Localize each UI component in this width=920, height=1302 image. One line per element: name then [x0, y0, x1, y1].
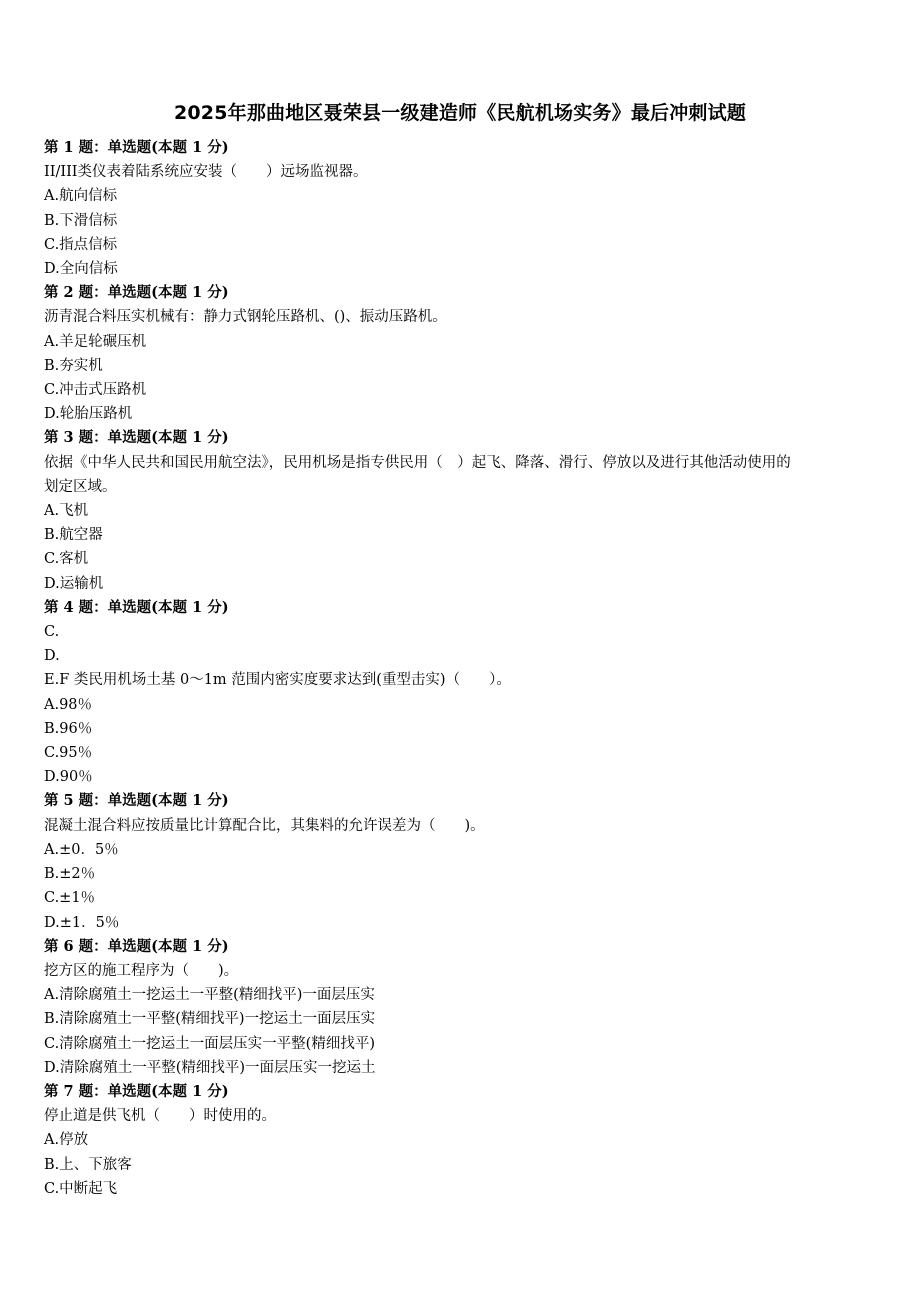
- answer-option: B.±2％: [44, 866, 96, 883]
- question-header: 第 2 题：单选题(本题 1 分): [44, 284, 229, 302]
- question-stem: 挖方区的施工程序为（ )。: [44, 962, 239, 979]
- question-block: [44, 426, 884, 595]
- question-stem: 依据《中华人民共和国民用航空法》，民用机场是指专供民用（ ）起飞、降落、滑行、停放以及进行其他活动使用的: [44, 454, 791, 471]
- answer-option: B.夯实机: [44, 357, 103, 374]
- answer-option: A.航向信标: [44, 188, 118, 205]
- answer-option: B.下滑信标: [44, 212, 118, 229]
- question-header: 第 3 题：单选题(本题 1 分): [44, 429, 229, 447]
- answer-option: A.清除腐殖土一挖运土一平整(精细找平)一面层压实: [44, 987, 375, 1004]
- answer-option: D.运输机: [44, 575, 104, 592]
- document-title: 2025年那曲地区聂荣县一级建造师《民航机场实务》最后冲刺试题: [173, 102, 747, 124]
- question-stem: 沥青混合料压实机械有：静力式钢轮压路机、()、振动压路机。: [44, 309, 447, 326]
- question-block: [44, 281, 884, 426]
- answer-option: A.98％: [44, 696, 93, 713]
- question-stem: II/III类仪表着陆系统应安装（ ）远场监视器。: [44, 164, 368, 181]
- answer-option: D.全向信标: [44, 261, 118, 278]
- question-block: [44, 136, 884, 281]
- question-block: [44, 1080, 884, 1201]
- answer-option: B.航空器: [44, 527, 103, 544]
- question-list: [44, 136, 884, 1201]
- answer-option: C.清除腐殖土一挖运土一面层压实一平整(精细找平): [44, 1035, 375, 1052]
- answer-option: D.轮胎压路机: [44, 406, 133, 423]
- question-stem: C.: [44, 624, 60, 641]
- answer-option: D.±1．5％: [44, 914, 120, 931]
- question-header: 第 5 题：单选题(本题 1 分): [44, 792, 229, 810]
- question-stem: E.F 类民用机场土基 0～1m 范围内密实度要求达到(重型击实)（ ）。: [44, 672, 511, 689]
- answer-option: D.清除腐殖土一平整(精细找平)一面层压实一挖运土: [44, 1059, 376, 1076]
- answer-option: A.停放: [44, 1132, 89, 1149]
- question-block: [44, 935, 884, 1080]
- question-header: 第 7 题：单选题(本题 1 分): [44, 1082, 229, 1100]
- question-header: 第 4 题：单选题(本题 1 分): [44, 598, 229, 616]
- answer-option: C.冲击式压路机: [44, 382, 147, 399]
- answer-option: C.客机: [44, 551, 89, 568]
- answer-option: B.96％: [44, 720, 93, 737]
- question-block: [44, 789, 884, 934]
- answer-option: B.上、下旅客: [44, 1156, 132, 1173]
- answer-option: A.羊足轮碾压机: [44, 333, 147, 350]
- question-stem: 划定区域。: [44, 478, 117, 495]
- answer-option: C.指点信标: [44, 236, 118, 253]
- answer-option: A.飞机: [44, 503, 89, 520]
- question-stem: D.: [44, 648, 60, 665]
- question-block: [44, 596, 884, 790]
- question-header: 第 1 题：单选题(本题 1 分): [44, 139, 229, 156]
- answer-option: B.清除腐殖土一平整(精细找平)一挖运土一面层压实: [44, 1011, 376, 1028]
- question-stem: 混凝土混合料应按质量比计算配合比，其集料的允许误差为（ )。: [44, 817, 485, 834]
- answer-option: C.中断起飞: [44, 1180, 118, 1197]
- answer-option: D.90％: [44, 769, 93, 786]
- answer-option: C.±1％: [44, 890, 96, 907]
- answer-option: C.95％: [44, 745, 93, 762]
- question-stem: 停止道是供飞机（ ）时使用的。: [44, 1108, 276, 1125]
- question-header: 第 6 题：单选题(本题 1 分): [44, 937, 229, 955]
- answer-option: A.±0．5％: [44, 841, 119, 858]
